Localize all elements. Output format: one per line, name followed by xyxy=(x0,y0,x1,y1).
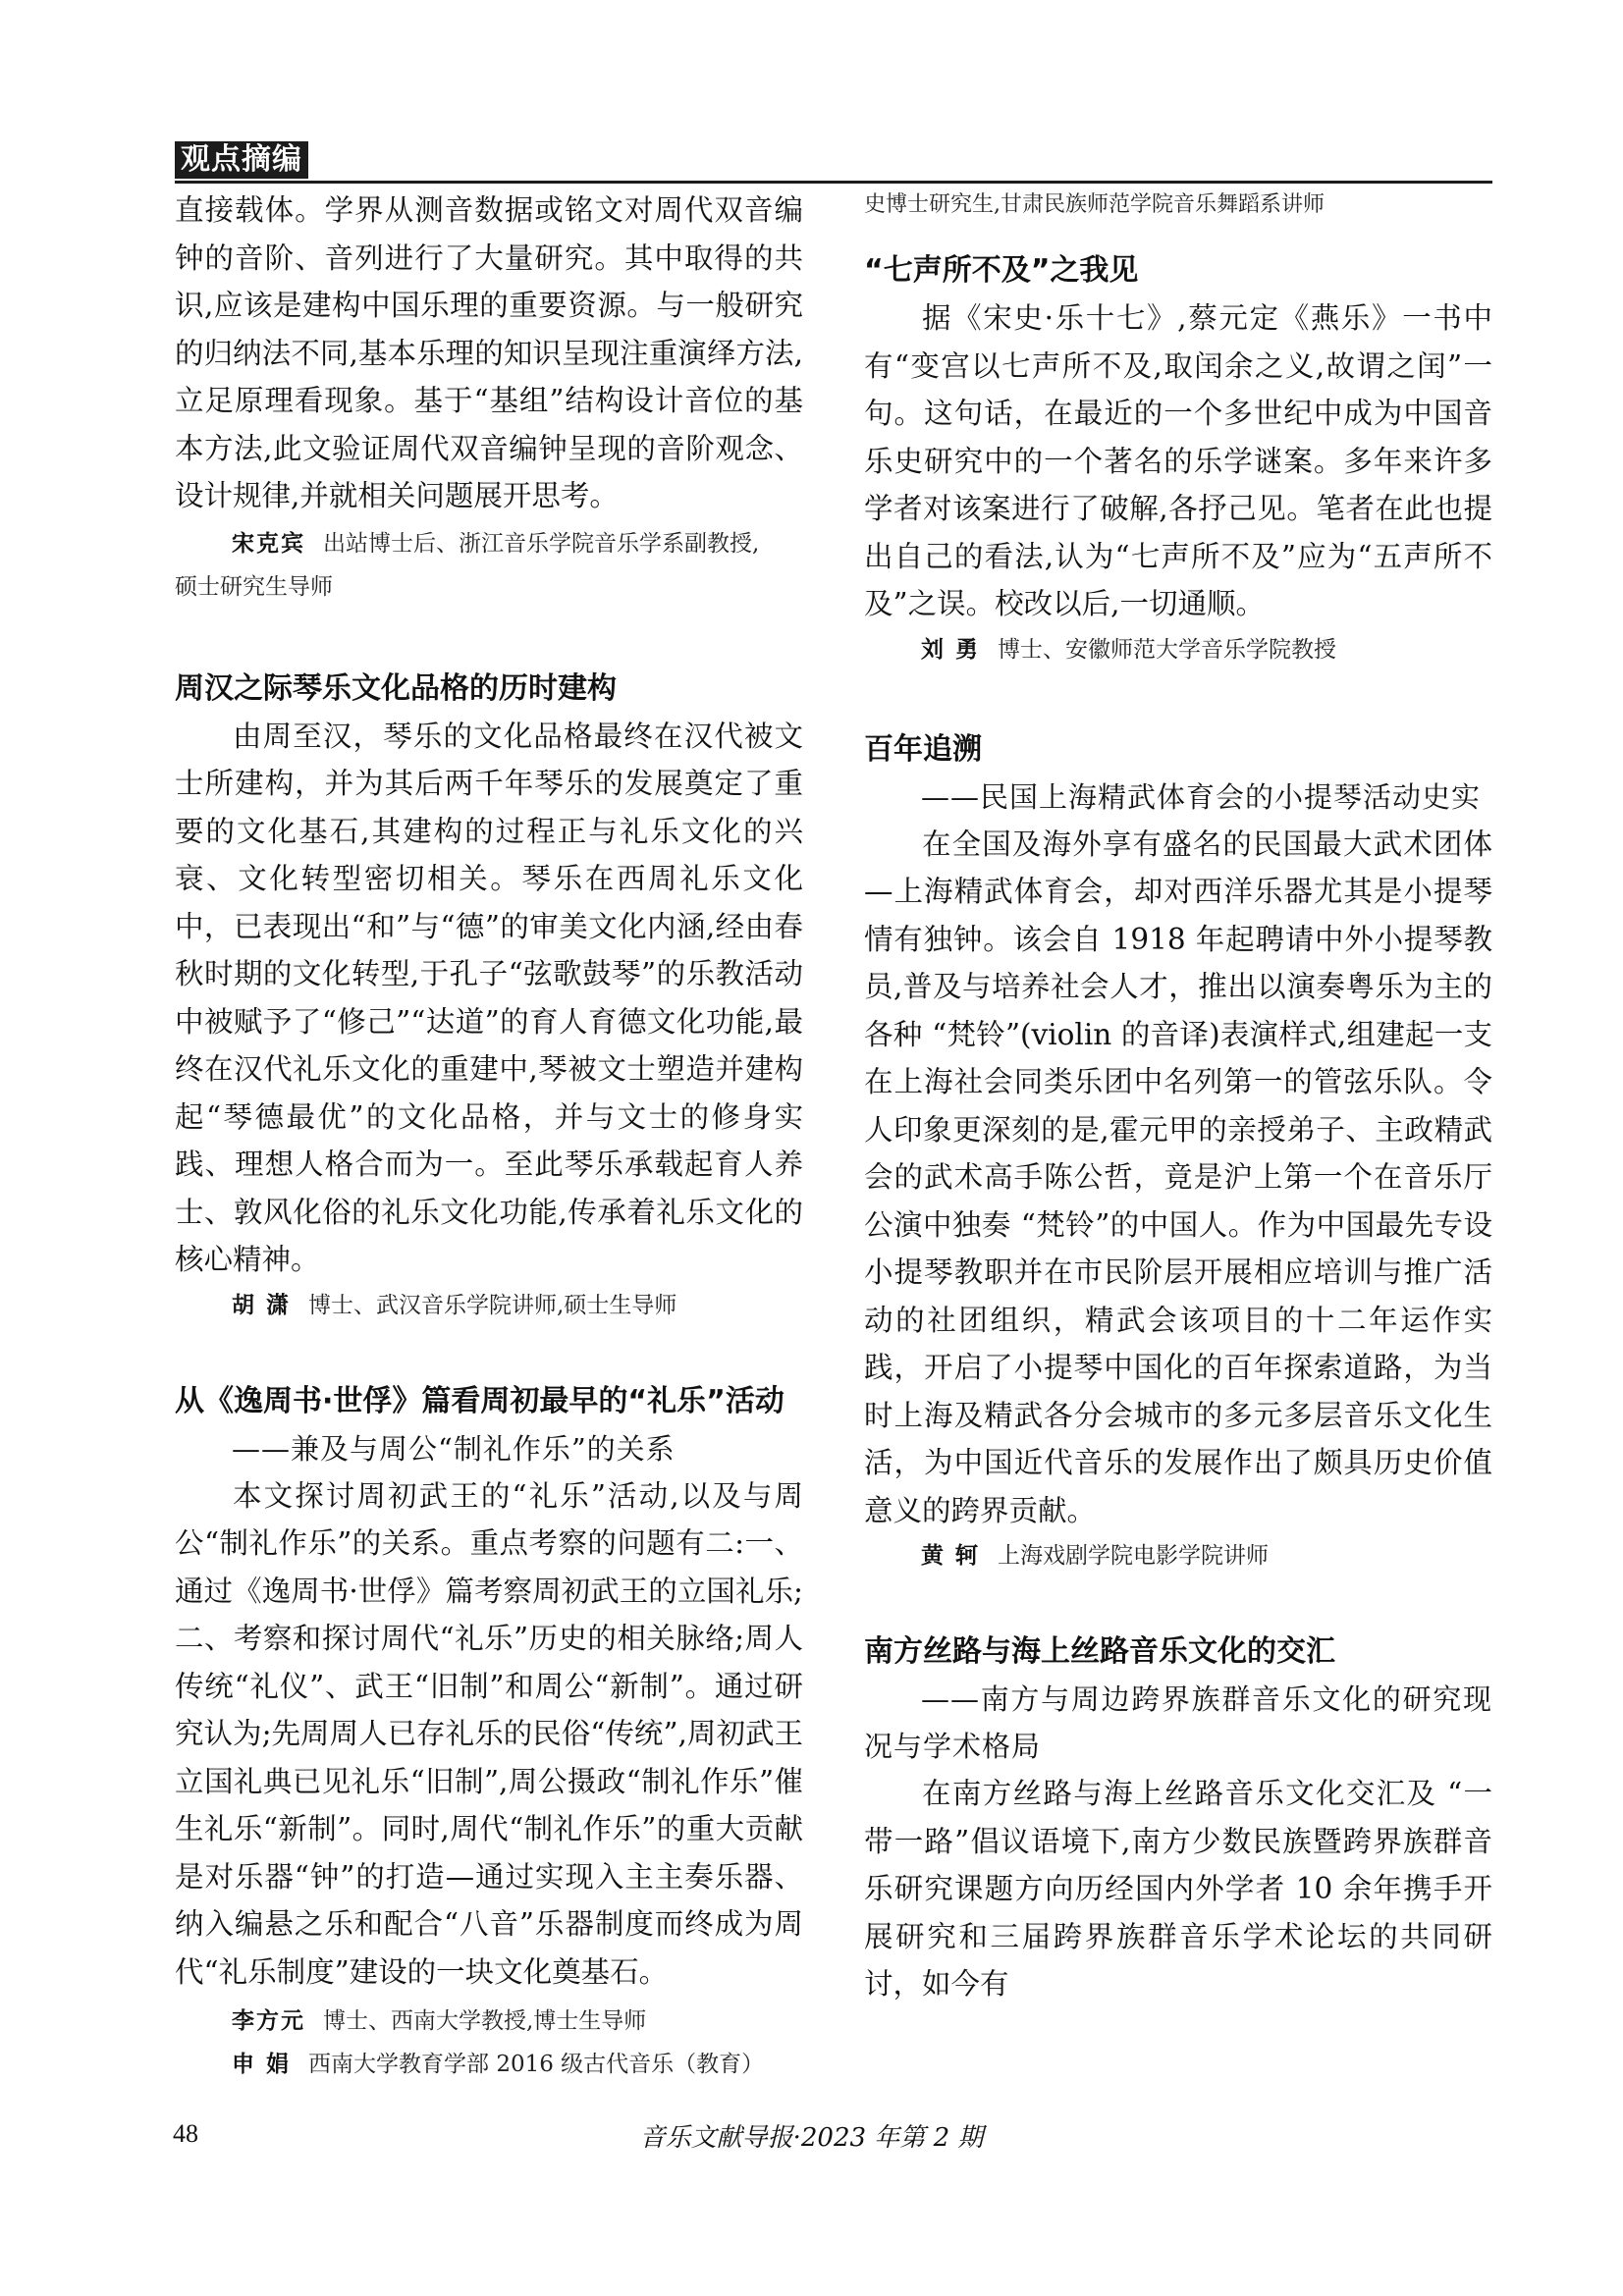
author-info: 博士、安徽师范大学音乐学院教授 xyxy=(998,636,1337,663)
article-subtitle: ——民国上海精武体育会的小提琴活动史实 xyxy=(921,779,1482,814)
article-body: 由周至汉，琴乐的文化品格最终在汉代被文士所建构，并为其后两千年琴乐的发展奠定了重要的文化基石,其建构的过程正与礼乐文化的兴衰、文化转型密切相关。琴乐在西周礼乐文化中，已表现出“和”与“德”的审美文化内涵,经由春秋时期的文化转型,于孔子“弦歌鼓琴”的乐教活动中被赋予了“修己”“达道”的育人育德文化功能,最终在汉代礼乐文化的重建中,琴被文士塑造并建构起“琴德最优”的文化品格，并与文士的修身实践、理想人格合而为一。至此琴乐承载起育人养士、敦风化俗的礼乐文化功能,传承着礼乐文化的核心精神。 xyxy=(175,719,803,1276)
author-name: 胡 潇 xyxy=(232,1292,292,1318)
author-info: 博士、西南大学教授,博士生导师 xyxy=(323,2008,647,2034)
right-column xyxy=(864,187,1492,2008)
article-body: 在全国及海外享有盛名的民国最大武术团体—上海精武体育会，却对西洋乐器尤其是小提琴情有独钟。该会自 1918 年起聘请中外小提琴教员,普及与培养社会人才，推出以演奏粤乐为主的各种 “梵铃”(violin 的音译)表演样式,组建起一支在上海社会同类乐团中名列第一的管弦乐队。令人印象更深刻的是,霍元甲的亲授弟子、主政精武会的武术高手陈公哲，竟是沪上第一个在音乐厅公演中独奏 “梵铃”的中国人。作为中国最先专设小提琴教职并在市民阶层开展相应培训与推广活动的社团组织，精武会该项目的十二年运作实践，开启了小提琴中国化的百年探索道路，为当时上海及精武各分会城市的多元多层音乐文化生活，为中国近代音乐的发展作出了颇具历史价值意义的跨界贡献。 xyxy=(864,827,1492,1527)
intro-paragraph: 直接载体。学界从测音数据或铭文对周代双音编钟的音阶、音列进行了大量研究。其中取得的共识,应该是建构中国乐理的重要资源。与一般研究的归纳法不同,基本乐理的知识呈现注重演绎方法,立足原理看现象。基于“基组”结构设计音位的基本方法,此文验证周代双音编钟呈现的音阶观念、设计规律,并就相关问题展开思考。 xyxy=(175,193,803,512)
author-info: 西南大学教育学部 2016 级古代音乐（教育） xyxy=(308,2052,765,2077)
article-title: 百年追溯 xyxy=(864,731,982,767)
article-author xyxy=(864,1534,1492,1577)
article-title: 周汉之际琴乐文化品格的历时建构 xyxy=(175,670,617,706)
page-number: 48 xyxy=(173,2119,198,2148)
author-info: 出站博士后、浙江音乐学院音乐学系副教授, xyxy=(323,530,760,557)
header-rule xyxy=(175,181,1492,184)
article-subtitle: ——兼及与周公“制礼作乐”的关系 xyxy=(232,1431,676,1466)
author-name: 宋克宾 xyxy=(232,530,305,557)
author-info-cont: 硕士研究生导师 xyxy=(175,573,333,600)
article-author xyxy=(864,628,1492,671)
section-tag: 观点摘编 xyxy=(175,141,308,179)
author-name: 李方元 xyxy=(232,2008,305,2034)
article-body: 在南方丝路与海上丝路音乐文化交汇及 “一带一路”倡议语境下,南方少数民族暨跨界族群音乐研究课题方向历经国内外学者 10 余年携手开展研究和三届跨界族群音乐学术论坛的共同研讨，如今有 xyxy=(864,1777,1492,2001)
author-info-cont: 史博士研究生,甘肃民族师范学院音乐舞蹈系讲师 xyxy=(864,192,1325,217)
article-author xyxy=(175,2000,803,2043)
article-subtitle: ——南方与周边跨界族群音乐文化的研究现况与学术格局 xyxy=(864,1682,1492,1763)
article-author xyxy=(175,1284,803,1327)
author-info: 上海戏剧学院电影学院讲师 xyxy=(998,1543,1270,1569)
article-title: 南方丝路与海上丝路音乐文化的交汇 xyxy=(864,1634,1335,1669)
article-title: 从《逸周书·世俘》篇看周初最早的“礼乐”活动 xyxy=(175,1383,784,1418)
article-author xyxy=(175,2043,803,2086)
journal-footer: 音乐文献导报·2023 年第 2 期 xyxy=(639,2123,984,2153)
author-name: 刘 勇 xyxy=(921,636,981,663)
author-name: 黄 轲 xyxy=(921,1543,981,1569)
left-column xyxy=(175,187,803,2086)
intro-author xyxy=(175,522,803,609)
article-title: “七声所不及”之我见 xyxy=(864,253,1139,288)
article-body: 本文探讨周初武王的“礼乐”活动,以及与周公“制礼作乐”的关系。重点考察的问题有二:一、通过《逸周书·世俘》篇考察周初武王的立国礼乐;二、考察和探讨周代“礼乐”历史的相关脉络;周人传统“礼仪”、武王“旧制”和周公“新制”。通过研究认为;先周周人已存礼乐的民俗“传统”,周初武王立国礼典已见礼乐“旧制”,周公摄政“制礼作乐”催生礼乐“新制”。同时,周代“制礼作乐”的重大贡献是对乐器“钟”的打造—通过实现入主主奏乐器、纳入编悬之乐和配合“八音”乐器制度而终成为周代“礼乐制度”建设的一块文化奠基石。 xyxy=(175,1478,803,1989)
author-info: 博士、武汉音乐学院讲师,硕士生导师 xyxy=(308,1292,677,1318)
article-body: 据《宋史·乐十七》,蔡元定《燕乐》一书中有“变宫以七声所不及,取闰余之义,故谓之闰”一句。这句话，在最近的一个多世纪中成为中国音乐史研究中的一个著名的乐学谜案。多年来许多学者对该案进行了破解,各抒己见。笔者在此也提出自己的看法,认为“七声所不及”应为“五声所不及”之误。校改以后,一切通顺。 xyxy=(864,301,1492,620)
author-name: 申 娟 xyxy=(232,2052,292,2077)
